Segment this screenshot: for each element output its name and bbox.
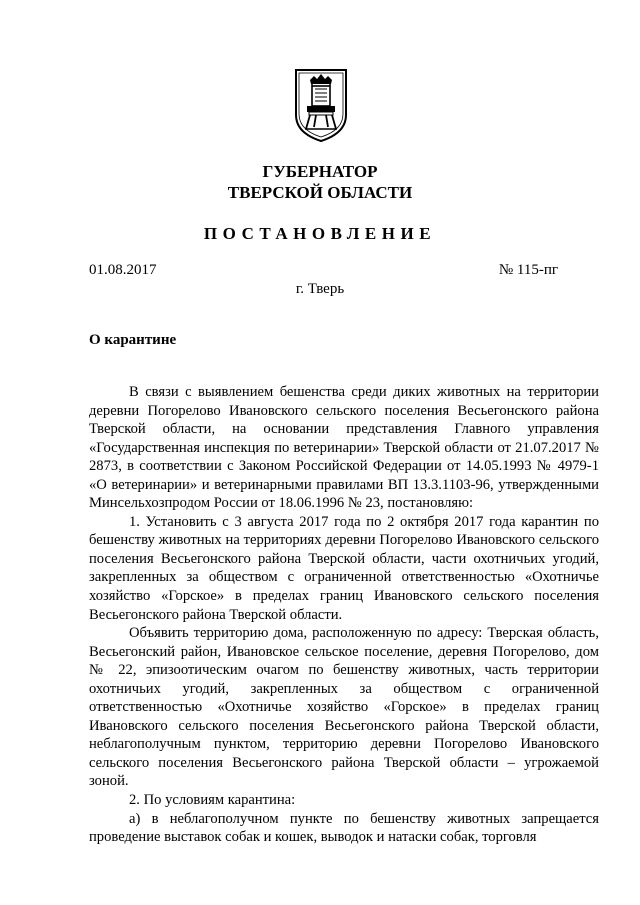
document-type-heading: ПОСТАНОВЛЕНИЕ bbox=[203, 224, 437, 243]
document-body bbox=[89, 383, 599, 847]
document-date: 01.08.2017 bbox=[89, 262, 157, 278]
issuer-title-line2: ТВЕРСКОЙ ОБЛАСТИ bbox=[227, 183, 413, 202]
paragraph-item-1: 1. Установить с 3 августа 2017 года по 2 октября 2017 года карантин по бешенству животных на территориях деревни Погорелово Ивановского сельского поселения Весьегонского района Тверской области, части охотничьих угодий, закрепленных за обществом с ограниченной ответственностью «Охотничье хозяйство «Горское» в пределах границ Ивановского сельского поселения Весьегонского района Тверской области. bbox=[89, 513, 599, 623]
paragraph-item-2a: а) в неблагополучном пункте по бешенству животных запрещается проведение выставок собак и кошек, выводок и натаски собак, торговля bbox=[89, 810, 599, 846]
document-number: № 115-пг bbox=[498, 262, 558, 278]
document-city: г. Тверь bbox=[295, 281, 345, 297]
paragraph-declaration: Объявить территорию дома, расположенную по адресу: Тверская область, Весьегонский район, Ивановское сельское поселение, деревня Погорелово, дом № 22, эпизоотическим очагом по бешенству животных, часть территории охотничьих угодий, закрепленных за обществом с ограниченной ответственностью «Охотничье хозяйство «Горское» в пределах границ Ивановского сельского поселения Весьегонского района Тверской области, неблагополучным пунктом, территорию деревни Погорелово Ивановского сельского поселения Весьегонского района Тверской области – угрожаемой зоной. bbox=[89, 625, 599, 790]
paragraph-preamble: В связи с выявлением бешенства среди диких животных на территории деревни Погорелово Ивановского сельского поселения Весьегонского района Тверской области, на основании представления Главного управления «Государственная инспекция по ветеринарии» Тверской области от 21.07.2017 № 2873, в соответствии с Законом Российской Федерации от 14.05.1993 № 4979-1 «О ветеринарии» и ветеринарными правилами ВП 13.3.1103-96, утвержденными Минсельхозпродом России от 18.06.1996 № 23, постановляю: bbox=[89, 384, 599, 512]
issuer-title-line1: ГУБЕРНАТОР bbox=[262, 162, 378, 181]
paragraph-item-2: 2. По условиям карантина: bbox=[129, 792, 296, 809]
coat-of-arms-icon bbox=[293, 67, 349, 143]
document-subject: О карантине bbox=[89, 332, 177, 348]
